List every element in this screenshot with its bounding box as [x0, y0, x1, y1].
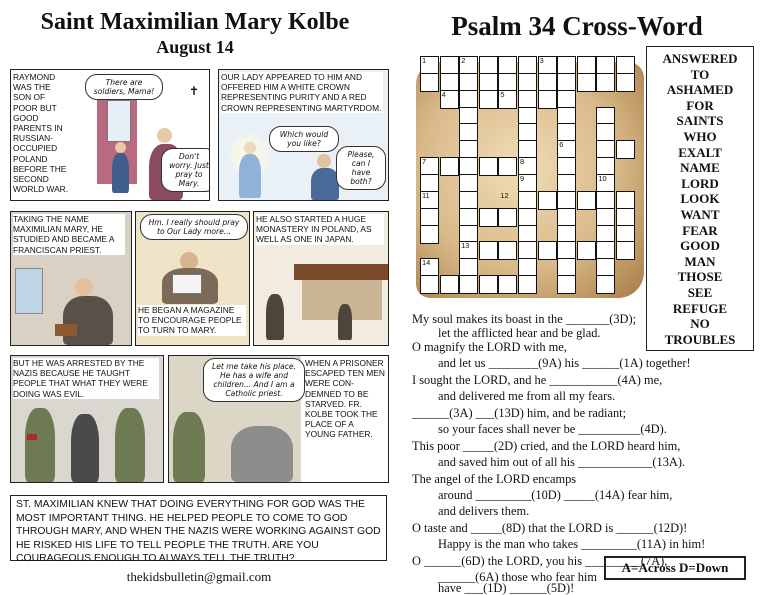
crossword-cell[interactable]: [479, 241, 498, 260]
clue-line: and delivered me from all my fears.: [438, 389, 616, 403]
crossword-cell[interactable]: [459, 275, 478, 294]
crossword-cell[interactable]: [440, 157, 459, 176]
crossword-cell[interactable]: [538, 191, 557, 210]
panel-6-caption: BUT HE WAS ARRESTED BY THE NAZIS BECAUSE HE TAUGHT PEOPLE THAT WHAT THEY WERE DOING WAS EVIL.: [13, 358, 159, 399]
crossword-cell[interactable]: [577, 73, 596, 92]
crossword-cell[interactable]: [498, 241, 517, 260]
word-bank-item: LOOK: [680, 191, 720, 207]
lady-figure: [239, 154, 261, 198]
clue-number: 2: [461, 56, 466, 65]
boy-head: [317, 154, 331, 168]
word-bank-item: THOSE: [677, 269, 723, 285]
speech-bubble: Don't worry. Just pray to Mary.: [161, 148, 210, 192]
comic-panel-6: [10, 355, 164, 483]
crossword-cell[interactable]: [616, 140, 635, 159]
magazine: [172, 274, 202, 294]
clue-line: O magnify the LORD with me,: [412, 340, 567, 354]
crossword-cell[interactable]: [538, 90, 557, 109]
clue-line: let the afflicted hear and be glad.: [438, 326, 601, 340]
speech-bubble: Please, can I have both?: [336, 146, 386, 190]
clue-number: 7: [422, 157, 427, 167]
word-bank-item: ANSWERED: [662, 51, 738, 66]
crossword-cell[interactable]: [479, 90, 498, 109]
word-bank-item: NO: [690, 316, 710, 332]
crossword-cell[interactable]: [596, 73, 615, 92]
boy-figure: [311, 168, 339, 200]
soldier-figure: [25, 408, 55, 482]
clue-number: 6: [559, 140, 564, 150]
word-bank-item: FEAR: [682, 222, 718, 238]
soldier-figure: [115, 408, 145, 482]
comic-panel-4: [135, 211, 250, 346]
clue-number: 8: [520, 157, 525, 167]
word-bank-item: ASHAMED: [666, 82, 734, 98]
cross-icon: ✝: [189, 84, 200, 98]
panel-1-caption: RAYMOND WAS THE SON OF POOR BUT GOOD PARENTS IN RUSSIAN-OCCUPIED POLAND BEFORE THE SECOND WORLD WAR.: [13, 72, 69, 195]
word-bank-item: WANT: [680, 206, 720, 222]
crossword-cell[interactable]: [498, 208, 517, 227]
speech-bubble: Which would you like?: [269, 126, 339, 152]
prisoner-figure: [71, 414, 99, 482]
clue-line: This poor _____(2D) cried, and the LORD heard him,: [412, 439, 681, 453]
window: [15, 268, 43, 314]
speech-bubble: Hm. I really should pray to Our Lady more...: [140, 214, 248, 240]
clue-line: have ___(1D) ______(5D)!: [438, 581, 575, 595]
monastery-roof: [294, 264, 388, 280]
moral-box: [10, 495, 387, 565]
clue-line: O ______(6D) the LORD, you his _________(7A),: [412, 554, 668, 568]
crossword-cell[interactable]: [616, 73, 635, 92]
panel-2-caption: OUR LADY APPEARED TO HIM AND OFFERED HIM A WHITE CROWN REPRESENTING PURITY AND A RED CROWN REPRESENTING MARTYRDOM.: [221, 72, 382, 113]
clue-number: 5: [500, 89, 505, 99]
word-bank-item: LORD: [681, 175, 719, 191]
clue-line: I sought the LORD, and he ___________(4A) me,: [412, 373, 663, 387]
clue-number: 11: [422, 190, 430, 200]
crossword-cell[interactable]: [479, 208, 498, 227]
legend-box: A=Across D=Down: [604, 556, 746, 580]
crossword-cell[interactable]: [518, 275, 537, 294]
panel-3-caption: TAKING THE NAME MAXIMILIAN MARY, HE STUDIED AND BECAME A FRANCISCAN PRIEST.: [13, 214, 125, 255]
clue-line: and saved him out of all his ____________(13A).: [438, 455, 686, 469]
crossword-cell[interactable]: [498, 275, 517, 294]
word-bank-item: TROUBLES: [664, 331, 736, 347]
crossword-cell[interactable]: [420, 73, 439, 92]
child-figure: [112, 153, 129, 193]
clue-line: so your faces shall never be __________(4D).: [438, 422, 667, 436]
clue-line: Happy is the man who takes _________(11A) in him!: [438, 537, 706, 551]
crossword-cell[interactable]: [498, 157, 517, 176]
clue-number: 4: [441, 89, 446, 99]
monk-figure: [338, 304, 352, 340]
clue-line: and delivers them.: [438, 504, 530, 518]
crossword-cell[interactable]: [440, 275, 459, 294]
priest-head: [75, 278, 93, 296]
word-bank-item: GOOD: [680, 238, 720, 254]
word-bank-item: NAME: [680, 160, 720, 176]
armband: [27, 434, 37, 440]
speech-bubble: Let me take his place. He has a wife and children... And I am a Catholic priest.: [203, 358, 305, 402]
word-bank-item: FOR: [686, 97, 714, 113]
prisoners-figures: [231, 426, 293, 482]
lady-head: [244, 142, 256, 154]
word-bank-item: SEE: [687, 284, 713, 300]
comic-panel-5: [253, 211, 389, 346]
clue-number: 10: [598, 173, 607, 183]
guard-figure: [173, 412, 205, 482]
panel-4-caption: HE BEGAN A MAGAZINE TO ENCOURAGE PEOPLE TO TURN TO MARY.: [138, 305, 246, 336]
clue-number: 1: [422, 56, 427, 65]
clue-line: The angel of the LORD encamps: [412, 472, 577, 486]
crossword-cell[interactable]: [420, 275, 439, 294]
window: [107, 100, 131, 142]
feast-date: August 14: [156, 37, 234, 57]
word-bank-item: MAN: [684, 253, 716, 269]
crossword-cell[interactable]: [577, 241, 596, 260]
crossword-cell[interactable]: [596, 275, 615, 294]
crossword-cell[interactable]: [577, 191, 596, 210]
contact-email[interactable]: thekidsbulletin@gmail.com: [126, 569, 272, 584]
crossword-cell[interactable]: [420, 225, 439, 244]
panel-7-caption: WHEN A PRISONER ESCAPED TEN MEN WERE CON-DEMNED TO BE STARVED. FR. KOLBE TOOK THE PLACE OF A YOUNG FATHER.: [305, 358, 385, 440]
clue-line: ______(3A) ___(13D) him, and be radiant;: [412, 406, 627, 420]
clue-line: My soul makes its boast in the _______(3D);: [412, 312, 637, 326]
clue-number: 9: [520, 173, 525, 183]
word-bank-item: SAINTS: [676, 113, 724, 129]
crossword-cell[interactable]: [538, 241, 557, 260]
clue-number: 13: [461, 241, 470, 251]
panel-5-caption: HE ALSO STARTED A HUGE MONASTERY IN POLAND, AS WELL AS ONE IN JAPAN.: [256, 214, 384, 245]
clue-line: O taste and _____(8D) that the LORD is ______(12D)!: [412, 521, 688, 535]
child-head: [115, 142, 126, 153]
comic-panel-2: [218, 69, 389, 201]
clue-number: 12: [500, 190, 509, 200]
comic-panel-7: [168, 355, 389, 483]
crossword-grid: [420, 56, 640, 296]
clue-line: and let us ________(9A) his ______(1A) together!: [438, 356, 691, 370]
clue-line: ______(6A) those who fear him: [438, 570, 597, 584]
word-bank-item: EXALT: [678, 144, 722, 160]
priest-figure: [63, 296, 113, 345]
speech-bubble: There are soldiers, Mama!: [85, 74, 163, 100]
crossword-cell[interactable]: [557, 275, 576, 294]
clue-number: 14: [422, 258, 431, 268]
mother-head: [157, 128, 172, 143]
clue-line: around _________(10D) _____(14A) fear him,: [438, 488, 673, 502]
moral-text: ST. MAXIMILIAN KNEW THAT DOING EVERYTHING FOR GOD WAS THE MOST IMPORTANT THING. HE HELPED PEOPLE TO COME TO GOD THROUGH MARY, AND WHEN THE NAZIS WERE WORKING AGAINST GOD HE RISKED HIS LIFE TO TELL PEOPLE THE TRUTH. ARE YOU COURAGEOUS ENOUGH TO ALWAYS TELL THE TRUTH?: [16, 499, 381, 565]
monk-figure: [266, 294, 284, 340]
puzzle-title: Psalm 34 Cross-Word: [451, 11, 703, 41]
crossword-cell[interactable]: [479, 275, 498, 294]
book: [55, 324, 77, 336]
comic-panel-1: [10, 69, 210, 201]
saint-title: Saint Maximilian Mary Kolbe: [40, 9, 350, 35]
clue-number: 3: [539, 56, 544, 65]
word-bank-item: WHO: [683, 128, 717, 144]
comic-panel-3: [10, 211, 132, 346]
word-bank-item: TO: [690, 66, 710, 82]
word-bank-item: REFUGE: [672, 300, 728, 316]
crossword-cell[interactable]: [616, 241, 635, 260]
crossword-cell[interactable]: [479, 157, 498, 176]
word-bank: [646, 46, 754, 351]
